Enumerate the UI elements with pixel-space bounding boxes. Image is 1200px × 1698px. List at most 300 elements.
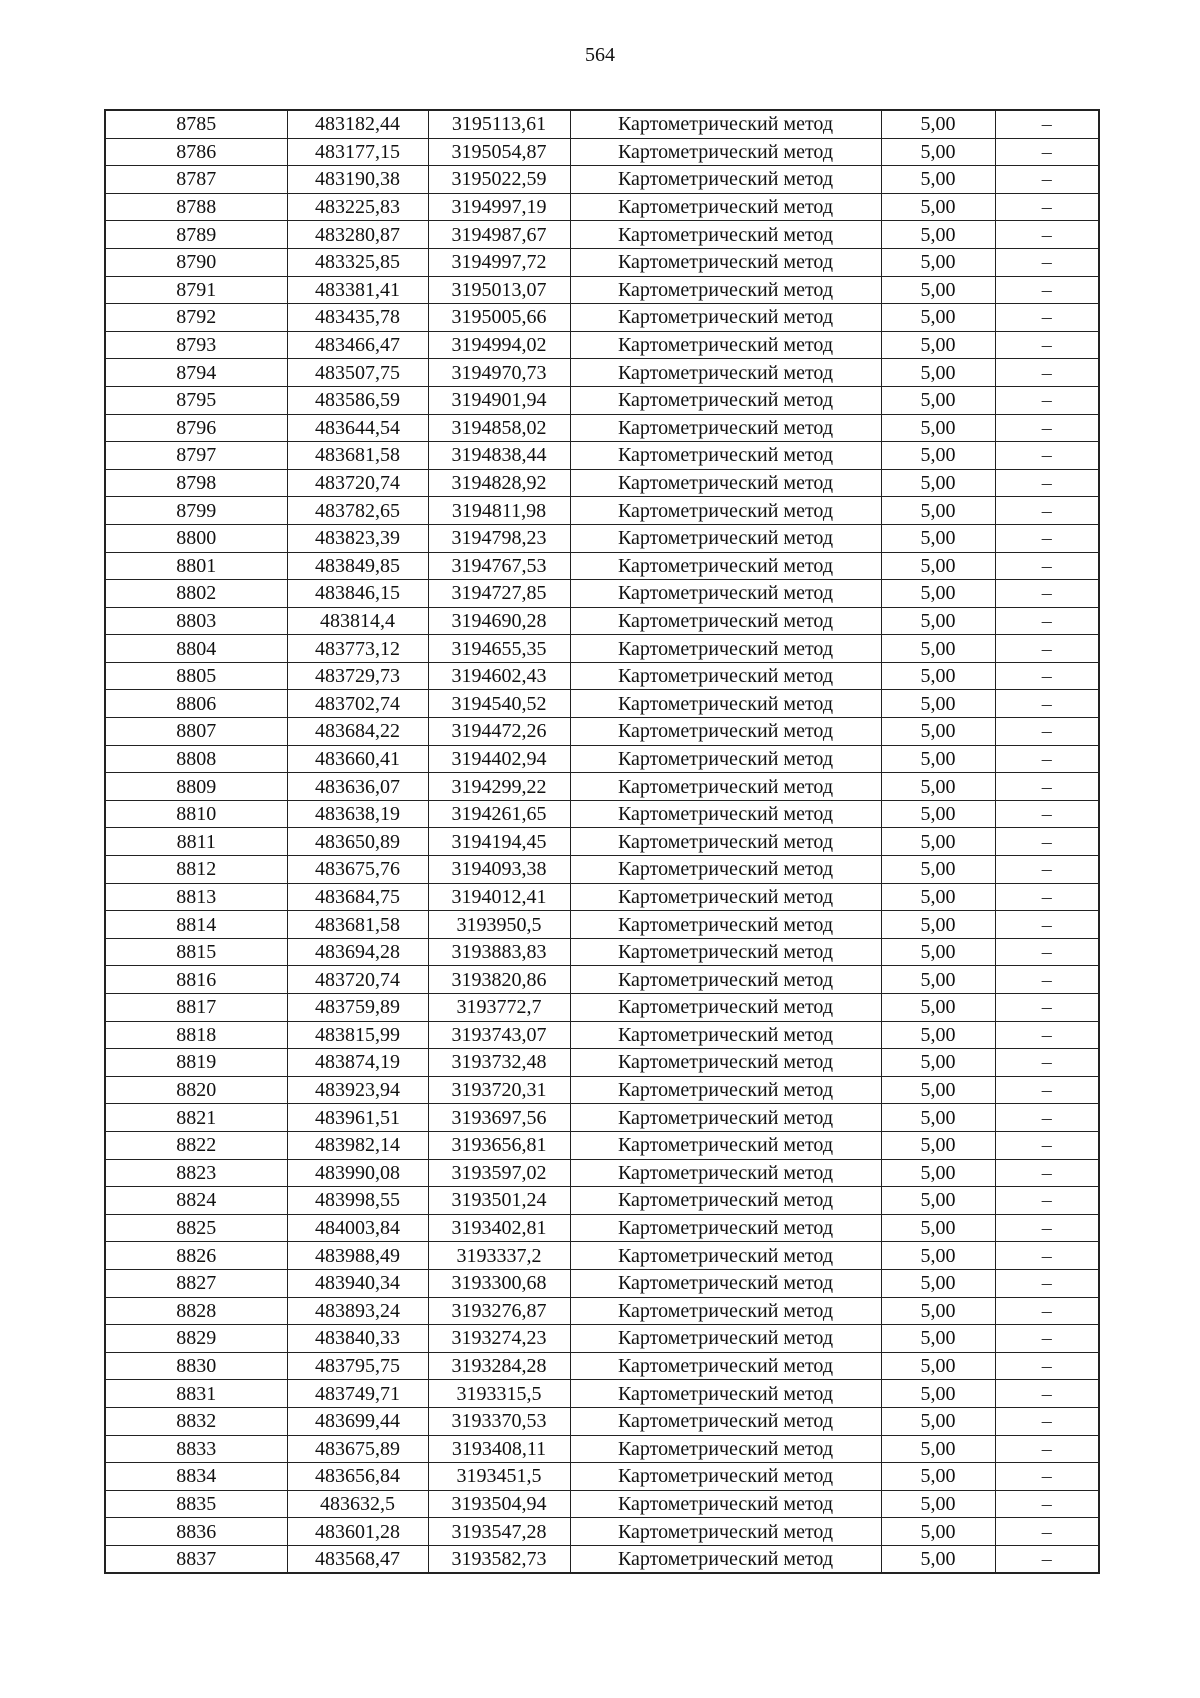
method-cell: Картометрический метод (570, 1049, 881, 1077)
extra-cell: – (995, 248, 1099, 276)
accuracy-cell: 5,00 (881, 1297, 995, 1325)
accuracy-cell: 5,00 (881, 828, 995, 856)
y-coordinate-cell: 3194828,92 (428, 469, 570, 497)
x-coordinate-cell: 483601,28 (287, 1518, 428, 1546)
extra-cell: – (995, 1380, 1099, 1408)
extra-cell: – (995, 469, 1099, 497)
y-coordinate-cell: 3193408,11 (428, 1435, 570, 1463)
method-cell: Картометрический метод (570, 1297, 881, 1325)
extra-cell: – (995, 1545, 1099, 1573)
x-coordinate-cell: 483638,19 (287, 800, 428, 828)
point-number-cell: 8803 (105, 607, 287, 635)
method-cell: Картометрический метод (570, 828, 881, 856)
extra-cell: – (995, 1352, 1099, 1380)
point-number-cell: 8791 (105, 276, 287, 304)
table-row (105, 1352, 1099, 1380)
x-coordinate-cell: 483874,19 (287, 1049, 428, 1077)
table-row (105, 1435, 1099, 1463)
x-coordinate-cell: 483675,89 (287, 1435, 428, 1463)
method-cell: Картометрический метод (570, 800, 881, 828)
y-coordinate-cell: 3193402,81 (428, 1214, 570, 1242)
method-cell: Картометрический метод (570, 1490, 881, 1518)
table-row (105, 1049, 1099, 1077)
y-coordinate-cell: 3193820,86 (428, 966, 570, 994)
extra-cell: – (995, 276, 1099, 304)
x-coordinate-cell: 484003,84 (287, 1214, 428, 1242)
y-coordinate-cell: 3194970,73 (428, 359, 570, 387)
y-coordinate-cell: 3195013,07 (428, 276, 570, 304)
accuracy-cell: 5,00 (881, 662, 995, 690)
point-number-cell: 8836 (105, 1518, 287, 1546)
x-coordinate-cell: 483729,73 (287, 662, 428, 690)
accuracy-cell: 5,00 (881, 690, 995, 718)
table-row (105, 1297, 1099, 1325)
y-coordinate-cell: 3193284,28 (428, 1352, 570, 1380)
method-cell: Картометрический метод (570, 110, 881, 138)
table-row (105, 110, 1099, 138)
table-row (105, 580, 1099, 608)
accuracy-cell: 5,00 (881, 1131, 995, 1159)
y-coordinate-cell: 3193276,87 (428, 1297, 570, 1325)
x-coordinate-cell: 483849,85 (287, 552, 428, 580)
y-coordinate-cell: 3194472,26 (428, 718, 570, 746)
extra-cell: – (995, 1463, 1099, 1491)
method-cell: Картометрический метод (570, 1380, 881, 1408)
accuracy-cell: 5,00 (881, 414, 995, 442)
x-coordinate-cell: 483720,74 (287, 966, 428, 994)
accuracy-cell: 5,00 (881, 331, 995, 359)
method-cell: Картометрический метод (570, 331, 881, 359)
point-number-cell: 8830 (105, 1352, 287, 1380)
y-coordinate-cell: 3194261,65 (428, 800, 570, 828)
method-cell: Картометрический метод (570, 386, 881, 414)
table-row (105, 938, 1099, 966)
table-row (105, 856, 1099, 884)
x-coordinate-cell: 483381,41 (287, 276, 428, 304)
accuracy-cell: 5,00 (881, 166, 995, 194)
table-row (105, 828, 1099, 856)
method-cell: Картометрический метод (570, 1021, 881, 1049)
y-coordinate-cell: 3193743,07 (428, 1021, 570, 1049)
x-coordinate-cell: 483675,76 (287, 856, 428, 884)
point-number-cell: 8818 (105, 1021, 287, 1049)
x-coordinate-cell: 483823,39 (287, 524, 428, 552)
x-coordinate-cell: 483795,75 (287, 1352, 428, 1380)
extra-cell: – (995, 552, 1099, 580)
point-number-cell: 8795 (105, 386, 287, 414)
x-coordinate-cell: 483702,74 (287, 690, 428, 718)
table-row (105, 966, 1099, 994)
y-coordinate-cell: 3193274,23 (428, 1325, 570, 1353)
x-coordinate-cell: 483694,28 (287, 938, 428, 966)
x-coordinate-cell: 483650,89 (287, 828, 428, 856)
point-number-cell: 8801 (105, 552, 287, 580)
extra-cell: – (995, 1187, 1099, 1215)
table-row (105, 718, 1099, 746)
accuracy-cell: 5,00 (881, 524, 995, 552)
x-coordinate-cell: 483814,4 (287, 607, 428, 635)
point-number-cell: 8798 (105, 469, 287, 497)
extra-cell: – (995, 221, 1099, 249)
point-number-cell: 8807 (105, 718, 287, 746)
method-cell: Картометрический метод (570, 1104, 881, 1132)
y-coordinate-cell: 3195022,59 (428, 166, 570, 194)
point-number-cell: 8809 (105, 773, 287, 801)
y-coordinate-cell: 3194767,53 (428, 552, 570, 580)
accuracy-cell: 5,00 (881, 1049, 995, 1077)
y-coordinate-cell: 3193315,5 (428, 1380, 570, 1408)
extra-cell: – (995, 442, 1099, 470)
extra-cell: – (995, 1242, 1099, 1270)
table-row (105, 1076, 1099, 1104)
extra-cell: – (995, 193, 1099, 221)
method-cell: Картометрический метод (570, 442, 881, 470)
x-coordinate-cell: 483190,38 (287, 166, 428, 194)
y-coordinate-cell: 3193501,24 (428, 1187, 570, 1215)
y-coordinate-cell: 3194811,98 (428, 497, 570, 525)
x-coordinate-cell: 483759,89 (287, 994, 428, 1022)
x-coordinate-cell: 483225,83 (287, 193, 428, 221)
y-coordinate-cell: 3193451,5 (428, 1463, 570, 1491)
extra-cell: – (995, 331, 1099, 359)
accuracy-cell: 5,00 (881, 442, 995, 470)
point-number-cell: 8800 (105, 524, 287, 552)
extra-cell: – (995, 1325, 1099, 1353)
y-coordinate-cell: 3194540,52 (428, 690, 570, 718)
extra-cell: – (995, 883, 1099, 911)
table-row (105, 883, 1099, 911)
y-coordinate-cell: 3193656,81 (428, 1131, 570, 1159)
point-number-cell: 8837 (105, 1545, 287, 1573)
y-coordinate-cell: 3193720,31 (428, 1076, 570, 1104)
point-number-cell: 8817 (105, 994, 287, 1022)
point-number-cell: 8814 (105, 911, 287, 939)
extra-cell: – (995, 911, 1099, 939)
accuracy-cell: 5,00 (881, 1352, 995, 1380)
extra-cell: – (995, 856, 1099, 884)
method-cell: Картометрический метод (570, 1463, 881, 1491)
extra-cell: – (995, 386, 1099, 414)
method-cell: Картометрический метод (570, 994, 881, 1022)
point-number-cell: 8823 (105, 1159, 287, 1187)
accuracy-cell: 5,00 (881, 745, 995, 773)
extra-cell: – (995, 1131, 1099, 1159)
point-number-cell: 8804 (105, 635, 287, 663)
extra-cell: – (995, 138, 1099, 166)
x-coordinate-cell: 483325,85 (287, 248, 428, 276)
point-number-cell: 8815 (105, 938, 287, 966)
method-cell: Картометрический метод (570, 1545, 881, 1573)
y-coordinate-cell: 3195054,87 (428, 138, 570, 166)
method-cell: Картометрический метод (570, 883, 881, 911)
extra-cell: – (995, 497, 1099, 525)
extra-cell: – (995, 414, 1099, 442)
accuracy-cell: 5,00 (881, 773, 995, 801)
x-coordinate-cell: 483749,71 (287, 1380, 428, 1408)
table-row (105, 1380, 1099, 1408)
table-row (105, 690, 1099, 718)
y-coordinate-cell: 3193370,53 (428, 1407, 570, 1435)
y-coordinate-cell: 3195005,66 (428, 304, 570, 332)
y-coordinate-cell: 3193597,02 (428, 1159, 570, 1187)
accuracy-cell: 5,00 (881, 1104, 995, 1132)
point-number-cell: 8828 (105, 1297, 287, 1325)
method-cell: Картометрический метод (570, 1518, 881, 1546)
method-cell: Картометрический метод (570, 193, 881, 221)
accuracy-cell: 5,00 (881, 883, 995, 911)
x-coordinate-cell: 483660,41 (287, 745, 428, 773)
x-coordinate-cell: 483961,51 (287, 1104, 428, 1132)
y-coordinate-cell: 3194602,43 (428, 662, 570, 690)
y-coordinate-cell: 3194901,94 (428, 386, 570, 414)
x-coordinate-cell: 483782,65 (287, 497, 428, 525)
accuracy-cell: 5,00 (881, 1490, 995, 1518)
point-number-cell: 8816 (105, 966, 287, 994)
table-row (105, 1518, 1099, 1546)
extra-cell: – (995, 938, 1099, 966)
table-row (105, 414, 1099, 442)
extra-cell: – (995, 1104, 1099, 1132)
x-coordinate-cell: 483280,87 (287, 221, 428, 249)
table-row (105, 524, 1099, 552)
accuracy-cell: 5,00 (881, 497, 995, 525)
accuracy-cell: 5,00 (881, 1214, 995, 1242)
accuracy-cell: 5,00 (881, 938, 995, 966)
x-coordinate-cell: 483940,34 (287, 1269, 428, 1297)
point-number-cell: 8810 (105, 800, 287, 828)
table-row (105, 1242, 1099, 1270)
method-cell: Картометрический метод (570, 911, 881, 939)
extra-cell: – (995, 1490, 1099, 1518)
point-number-cell: 8794 (105, 359, 287, 387)
y-coordinate-cell: 3195113,61 (428, 110, 570, 138)
point-number-cell: 8812 (105, 856, 287, 884)
extra-cell: – (995, 828, 1099, 856)
y-coordinate-cell: 3193547,28 (428, 1518, 570, 1546)
method-cell: Картометрический метод (570, 635, 881, 663)
extra-cell: – (995, 524, 1099, 552)
y-coordinate-cell: 3193697,56 (428, 1104, 570, 1132)
extra-cell: – (995, 994, 1099, 1022)
table-row (105, 1325, 1099, 1353)
method-cell: Картометрический метод (570, 718, 881, 746)
method-cell: Картометрический метод (570, 138, 881, 166)
y-coordinate-cell: 3194093,38 (428, 856, 570, 884)
extra-cell: – (995, 166, 1099, 194)
y-coordinate-cell: 3194402,94 (428, 745, 570, 773)
page-number: 564 (585, 44, 615, 66)
coordinates-table (104, 109, 1100, 1574)
accuracy-cell: 5,00 (881, 469, 995, 497)
extra-cell: – (995, 800, 1099, 828)
extra-cell: – (995, 718, 1099, 746)
accuracy-cell: 5,00 (881, 1545, 995, 1573)
extra-cell: – (995, 1076, 1099, 1104)
y-coordinate-cell: 3193504,94 (428, 1490, 570, 1518)
x-coordinate-cell: 483840,33 (287, 1325, 428, 1353)
accuracy-cell: 5,00 (881, 635, 995, 663)
point-number-cell: 8826 (105, 1242, 287, 1270)
point-number-cell: 8824 (105, 1187, 287, 1215)
y-coordinate-cell: 3194194,45 (428, 828, 570, 856)
method-cell: Картометрический метод (570, 304, 881, 332)
accuracy-cell: 5,00 (881, 966, 995, 994)
table-row (105, 193, 1099, 221)
y-coordinate-cell: 3193950,5 (428, 911, 570, 939)
accuracy-cell: 5,00 (881, 1187, 995, 1215)
method-cell: Картометрический метод (570, 1352, 881, 1380)
accuracy-cell: 5,00 (881, 607, 995, 635)
y-coordinate-cell: 3194994,02 (428, 331, 570, 359)
table-row (105, 497, 1099, 525)
x-coordinate-cell: 483684,75 (287, 883, 428, 911)
extra-cell: – (995, 1297, 1099, 1325)
method-cell: Картометрический метод (570, 1131, 881, 1159)
y-coordinate-cell: 3194655,35 (428, 635, 570, 663)
extra-cell: – (995, 1021, 1099, 1049)
table-row (105, 1159, 1099, 1187)
method-cell: Картометрический метод (570, 248, 881, 276)
method-cell: Картометрический метод (570, 966, 881, 994)
y-coordinate-cell: 3193732,48 (428, 1049, 570, 1077)
point-number-cell: 8797 (105, 442, 287, 470)
x-coordinate-cell: 483507,75 (287, 359, 428, 387)
y-coordinate-cell: 3194299,22 (428, 773, 570, 801)
accuracy-cell: 5,00 (881, 276, 995, 304)
point-number-cell: 8833 (105, 1435, 287, 1463)
y-coordinate-cell: 3194997,72 (428, 248, 570, 276)
method-cell: Картометрический метод (570, 1187, 881, 1215)
table-row (105, 1463, 1099, 1491)
table-row (105, 994, 1099, 1022)
accuracy-cell: 5,00 (881, 110, 995, 138)
x-coordinate-cell: 483644,54 (287, 414, 428, 442)
point-number-cell: 8786 (105, 138, 287, 166)
x-coordinate-cell: 483568,47 (287, 1545, 428, 1573)
x-coordinate-cell: 483684,22 (287, 718, 428, 746)
method-cell: Картометрический метод (570, 856, 881, 884)
accuracy-cell: 5,00 (881, 304, 995, 332)
extra-cell: – (995, 1407, 1099, 1435)
method-cell: Картометрический метод (570, 1407, 881, 1435)
extra-cell: – (995, 745, 1099, 773)
table-row (105, 386, 1099, 414)
table-row (105, 442, 1099, 470)
accuracy-cell: 5,00 (881, 1269, 995, 1297)
point-number-cell: 8813 (105, 883, 287, 911)
method-cell: Картометрический метод (570, 166, 881, 194)
x-coordinate-cell: 483182,44 (287, 110, 428, 138)
x-coordinate-cell: 483998,55 (287, 1187, 428, 1215)
point-number-cell: 8808 (105, 745, 287, 773)
table-row (105, 166, 1099, 194)
x-coordinate-cell: 483923,94 (287, 1076, 428, 1104)
point-number-cell: 8820 (105, 1076, 287, 1104)
method-cell: Картометрический метод (570, 1242, 881, 1270)
table-row (105, 1407, 1099, 1435)
table-row (105, 662, 1099, 690)
table-row (105, 1214, 1099, 1242)
x-coordinate-cell: 483815,99 (287, 1021, 428, 1049)
method-cell: Картометрический метод (570, 359, 881, 387)
method-cell: Картометрический метод (570, 524, 881, 552)
y-coordinate-cell: 3194727,85 (428, 580, 570, 608)
table-row (105, 773, 1099, 801)
x-coordinate-cell: 483893,24 (287, 1297, 428, 1325)
table-row (105, 276, 1099, 304)
accuracy-cell: 5,00 (881, 1435, 995, 1463)
x-coordinate-cell: 483720,74 (287, 469, 428, 497)
point-number-cell: 8788 (105, 193, 287, 221)
x-coordinate-cell: 483632,5 (287, 1490, 428, 1518)
x-coordinate-cell: 483466,47 (287, 331, 428, 359)
extra-cell: – (995, 1269, 1099, 1297)
y-coordinate-cell: 3194858,02 (428, 414, 570, 442)
point-number-cell: 8829 (105, 1325, 287, 1353)
table-row (105, 1187, 1099, 1215)
point-number-cell: 8790 (105, 248, 287, 276)
table-row (105, 607, 1099, 635)
y-coordinate-cell: 3193772,7 (428, 994, 570, 1022)
point-number-cell: 8831 (105, 1380, 287, 1408)
accuracy-cell: 5,00 (881, 1518, 995, 1546)
point-number-cell: 8811 (105, 828, 287, 856)
method-cell: Картометрический метод (570, 580, 881, 608)
extra-cell: – (995, 304, 1099, 332)
accuracy-cell: 5,00 (881, 138, 995, 166)
extra-cell: – (995, 110, 1099, 138)
table-row (105, 1131, 1099, 1159)
y-coordinate-cell: 3193582,73 (428, 1545, 570, 1573)
point-number-cell: 8822 (105, 1131, 287, 1159)
accuracy-cell: 5,00 (881, 580, 995, 608)
method-cell: Картометрический метод (570, 469, 881, 497)
y-coordinate-cell: 3194997,19 (428, 193, 570, 221)
point-number-cell: 8799 (105, 497, 287, 525)
accuracy-cell: 5,00 (881, 718, 995, 746)
method-cell: Картометрический метод (570, 1435, 881, 1463)
accuracy-cell: 5,00 (881, 221, 995, 249)
extra-cell: – (995, 773, 1099, 801)
accuracy-cell: 5,00 (881, 1242, 995, 1270)
table-row (105, 800, 1099, 828)
accuracy-cell: 5,00 (881, 1076, 995, 1104)
accuracy-cell: 5,00 (881, 552, 995, 580)
method-cell: Картометрический метод (570, 276, 881, 304)
point-number-cell: 8785 (105, 110, 287, 138)
point-number-cell: 8802 (105, 580, 287, 608)
accuracy-cell: 5,00 (881, 359, 995, 387)
accuracy-cell: 5,00 (881, 1159, 995, 1187)
y-coordinate-cell: 3194690,28 (428, 607, 570, 635)
x-coordinate-cell: 483656,84 (287, 1463, 428, 1491)
accuracy-cell: 5,00 (881, 1407, 995, 1435)
x-coordinate-cell: 483990,08 (287, 1159, 428, 1187)
table-row (105, 248, 1099, 276)
point-number-cell: 8832 (105, 1407, 287, 1435)
accuracy-cell: 5,00 (881, 193, 995, 221)
table-row (105, 221, 1099, 249)
y-coordinate-cell: 3194838,44 (428, 442, 570, 470)
method-cell: Картометрический метод (570, 745, 881, 773)
table-row (105, 635, 1099, 663)
extra-cell: – (995, 662, 1099, 690)
coordinates-table-body (105, 110, 1099, 1573)
table-row (105, 138, 1099, 166)
point-number-cell: 8819 (105, 1049, 287, 1077)
y-coordinate-cell: 3193337,2 (428, 1242, 570, 1270)
point-number-cell: 8834 (105, 1463, 287, 1491)
